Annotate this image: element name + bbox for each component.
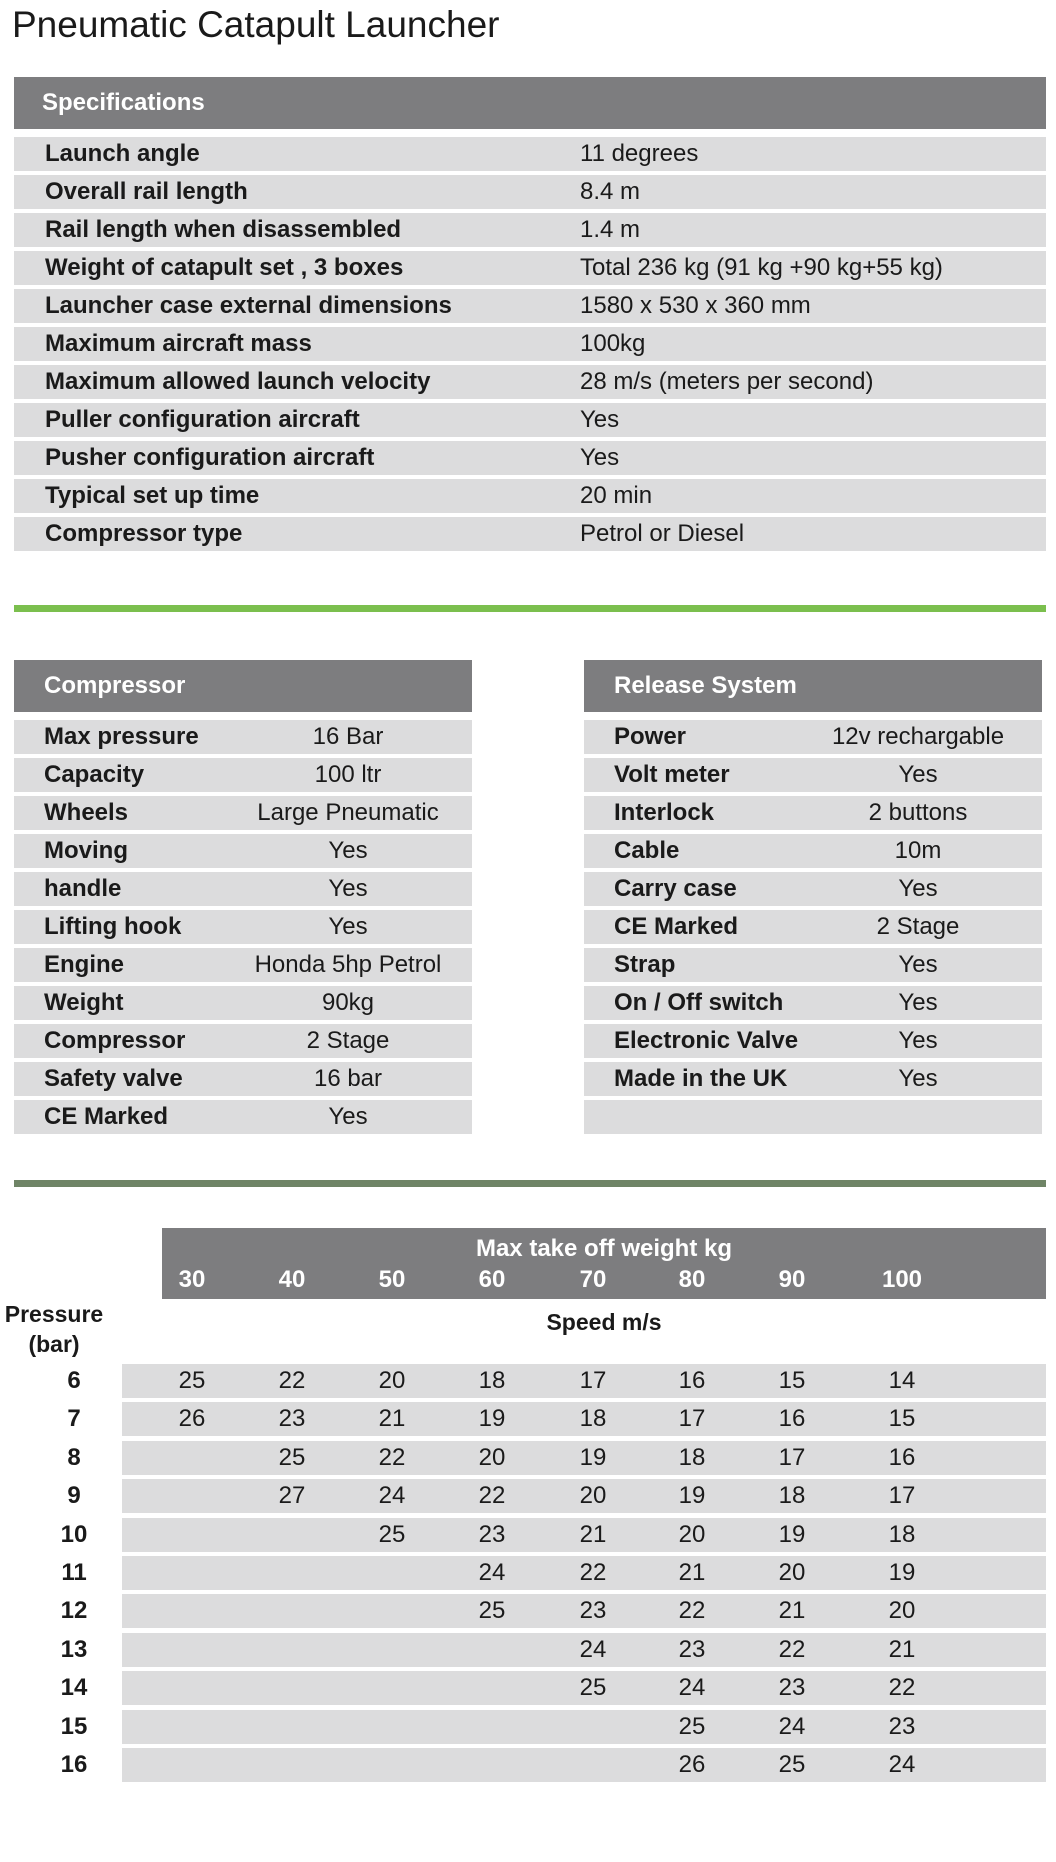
speed-cell: 17	[778, 1443, 806, 1471]
compressor-value: 100 ltr	[314, 761, 382, 788]
compressor-row	[14, 872, 472, 906]
compressor-value: Yes	[328, 837, 368, 864]
release-value: Yes	[898, 989, 938, 1016]
release-row	[584, 1062, 1042, 1096]
spec-label: Maximum allowed launch velocity	[45, 368, 431, 395]
release-value: Yes	[898, 875, 938, 902]
speed-cell: 18	[678, 1443, 706, 1471]
max-takeoff-weight-label: Max take off weight kg	[475, 1235, 733, 1262]
pressure-value: 11	[61, 1559, 87, 1586]
speed-cell: 23	[778, 1674, 806, 1702]
compressor-label: Weight	[44, 989, 124, 1016]
speed-cell: 26	[678, 1751, 706, 1778]
speed-row	[0, 1671, 1046, 1705]
speed-cell: 23	[579, 1597, 607, 1625]
compressor-value: 16 Bar	[312, 723, 384, 750]
compressor-value: Yes	[328, 1103, 368, 1130]
spec-label: Weight of catapult set , 3 boxes	[45, 254, 404, 281]
pressure-value: 8	[67, 1443, 81, 1471]
speed-row	[0, 1479, 1046, 1513]
speed-cell: 16	[678, 1367, 706, 1394]
compressor-value: Yes	[328, 875, 368, 902]
release-value: 12v rechargable	[831, 723, 1005, 750]
spec-value: Yes	[580, 444, 620, 471]
spec-row	[14, 479, 1046, 513]
compressor-row	[14, 720, 472, 754]
speed-cell: 22	[888, 1674, 916, 1702]
release-row	[584, 720, 1042, 754]
release-label: Strap	[614, 951, 676, 978]
speed-cell: 24	[579, 1635, 607, 1663]
speed-cell: 23	[678, 1635, 706, 1663]
speed-cell: 15	[888, 1405, 916, 1433]
speed-cell: 17	[579, 1367, 607, 1394]
spec-label: Compressor type	[45, 520, 243, 547]
release-label: Power	[614, 723, 687, 750]
speed-cell: 22	[778, 1635, 806, 1663]
pressure-value: 6	[67, 1367, 81, 1394]
weight-column-header: 80	[678, 1266, 706, 1293]
spec-value: Petrol or Diesel	[580, 520, 745, 547]
compressor-label: Safety valve	[44, 1065, 183, 1092]
compressor-header: Compressor	[14, 660, 472, 712]
speed-cell: 24	[678, 1674, 706, 1702]
release-value: 2 Stage	[876, 913, 960, 940]
pressure-value: 7	[67, 1405, 81, 1433]
compressor-value: Yes	[328, 913, 368, 940]
spec-row	[14, 441, 1046, 475]
weight-column-header: 60	[478, 1266, 506, 1293]
speed-cell: 22	[579, 1559, 607, 1586]
compressor-row	[14, 1062, 472, 1096]
section-divider	[14, 605, 1046, 612]
release-value: Yes	[898, 761, 938, 788]
release-label: Carry case	[614, 875, 737, 902]
speed-row	[0, 1518, 1046, 1552]
speed-cell: 18	[778, 1482, 806, 1510]
compressor-row	[14, 986, 472, 1020]
speed-cell: 25	[778, 1751, 806, 1778]
release-row	[584, 948, 1042, 982]
compressor-label: handle	[44, 875, 122, 902]
speed-cell: 20	[888, 1597, 916, 1625]
release-value: 10m	[894, 837, 942, 864]
release-label: Volt meter	[614, 761, 730, 788]
speed-cell: 14	[888, 1367, 916, 1394]
release-value: Yes	[898, 1065, 938, 1092]
speed-cell: 22	[678, 1597, 706, 1625]
spec-value: 28 m/s (meters per second)	[580, 368, 874, 395]
speed-row	[0, 1364, 1046, 1398]
pressure-value: 12	[60, 1597, 88, 1625]
speed-cell: 21	[888, 1635, 916, 1663]
speed-cell: 20	[478, 1443, 506, 1471]
speed-cell: 25	[178, 1367, 206, 1394]
spec-label: Maximum aircraft mass	[45, 330, 312, 357]
compressor-row	[14, 1100, 472, 1134]
spec-value: 20 min	[580, 482, 653, 509]
release-row	[584, 986, 1042, 1020]
spec-label: Overall rail length	[45, 178, 248, 205]
spec-row	[14, 213, 1046, 247]
weight-column-header: 30	[178, 1266, 206, 1293]
speed-cell: 21	[778, 1597, 806, 1625]
spec-value: 11 degrees	[580, 140, 699, 167]
compressor-label: Compressor	[44, 1027, 186, 1054]
speed-cell: 24	[778, 1712, 806, 1740]
compressor-value: 2 Stage	[306, 1027, 390, 1054]
weight-column-header: 100	[881, 1266, 923, 1293]
speed-cell: 20	[678, 1520, 706, 1548]
release-label: Cable	[614, 837, 680, 864]
release-system-table	[584, 660, 1042, 1138]
pressure-value: 10	[60, 1520, 88, 1548]
compressor-value: Honda 5hp Petrol	[254, 951, 442, 978]
speed-cell: 23	[478, 1520, 506, 1548]
compressor-row	[14, 1024, 472, 1058]
speed-row	[0, 1748, 1046, 1782]
compressor-row	[14, 796, 472, 830]
speed-cell: 21	[378, 1405, 406, 1433]
release-row	[584, 796, 1042, 830]
speed-row	[0, 1402, 1046, 1436]
compressor-label: Wheels	[44, 799, 129, 826]
speed-cell: 17	[888, 1482, 916, 1510]
spec-value: 1.4 m	[580, 216, 641, 243]
specifications-table	[14, 77, 1046, 555]
compressor-row	[14, 948, 472, 982]
release-label: Interlock	[614, 799, 715, 826]
speed-cell: 20	[778, 1559, 806, 1586]
release-row	[584, 758, 1042, 792]
compressor-label: Lifting hook	[44, 913, 182, 940]
spec-value: Total 236 kg (91 kg +90 kg+55 kg)	[580, 254, 943, 281]
spec-row	[14, 175, 1046, 209]
spec-label: Launcher case external dimensions	[45, 292, 452, 319]
speed-cell: 18	[478, 1367, 506, 1394]
spec-row	[14, 327, 1046, 361]
pressure-value: 16	[60, 1751, 88, 1778]
compressor-label: CE Marked	[44, 1103, 169, 1130]
speed-cell: 24	[888, 1751, 916, 1778]
speed-cell: 18	[579, 1405, 607, 1433]
speed-cell: 25	[678, 1712, 706, 1740]
speed-cell: 27	[278, 1482, 306, 1510]
pressure-label	[0, 1299, 108, 1359]
speed-cell: 24	[478, 1559, 506, 1586]
speed-cell: 19	[778, 1520, 806, 1548]
speed-row	[0, 1633, 1046, 1667]
specifications-header: Specifications	[14, 77, 1046, 129]
compressor-value: Large Pneumatic	[257, 799, 439, 826]
speed-cell: 19	[678, 1482, 706, 1510]
weight-column-header: 90	[778, 1266, 806, 1293]
speed-cell: 15	[778, 1367, 806, 1394]
speed-cell: 23	[278, 1405, 306, 1433]
spec-value: Yes	[580, 406, 620, 433]
release-value: 2 buttons	[868, 799, 968, 826]
pressure-value: 13	[60, 1635, 88, 1663]
compressor-row	[14, 758, 472, 792]
speed-label: Speed m/s	[546, 1309, 662, 1335]
compressor-label: Moving	[44, 837, 128, 864]
spec-row	[14, 403, 1046, 437]
release-label: On / Off switch	[614, 989, 784, 1016]
release-row	[584, 1100, 1042, 1134]
pressure-label-text: Pressure (bar)	[4, 1301, 104, 1357]
spec-label: Launch angle	[45, 140, 200, 167]
speed-cell: 20	[378, 1367, 406, 1394]
speed-cell: 21	[579, 1520, 607, 1548]
spec-row	[14, 251, 1046, 285]
spec-label: Rail length when disassembled	[45, 216, 402, 243]
spec-row	[14, 137, 1046, 171]
pressure-value: 9	[67, 1482, 81, 1510]
release-system-header: Release System	[584, 660, 1042, 712]
compressor-value: 16 bar	[313, 1065, 383, 1092]
speed-cell: 19	[478, 1405, 506, 1433]
compressor-label: Engine	[44, 951, 125, 978]
release-row	[584, 910, 1042, 944]
spec-value: 1580 x 530 x 360 mm	[580, 292, 811, 319]
pressure-value: 15	[60, 1712, 88, 1740]
speed-table-header	[162, 1228, 1046, 1299]
compressor-value: 90kg	[321, 989, 375, 1016]
speed-cell: 25	[378, 1520, 406, 1548]
page-title: Pneumatic Catapult Launcher	[12, 4, 500, 45]
spec-label: Puller configuration aircraft	[45, 406, 360, 433]
release-value: Yes	[898, 951, 938, 978]
speed-row	[0, 1441, 1046, 1475]
speed-cell: 23	[888, 1712, 916, 1740]
speed-cell: 22	[278, 1367, 306, 1394]
speed-table	[0, 1228, 1056, 1858]
weight-column-header: 40	[278, 1266, 306, 1293]
release-row	[584, 872, 1042, 906]
weight-column-header: 50	[378, 1266, 406, 1293]
speed-cell: 26	[178, 1405, 206, 1433]
release-label: Made in the UK	[614, 1065, 788, 1092]
speed-cell: 18	[888, 1520, 916, 1548]
speed-cell: 22	[378, 1443, 406, 1471]
spec-row	[14, 365, 1046, 399]
spec-label: Typical set up time	[45, 482, 260, 509]
weight-column-header: 70	[579, 1266, 607, 1293]
compressor-label: Capacity	[44, 761, 145, 788]
spec-row	[14, 517, 1046, 551]
speed-row	[0, 1710, 1046, 1744]
release-row	[584, 834, 1042, 868]
section-divider	[14, 1180, 1046, 1187]
compressor-label: Max pressure	[44, 723, 199, 750]
speed-row	[0, 1594, 1046, 1628]
compressor-row	[14, 834, 472, 868]
spec-row	[14, 289, 1046, 323]
speed-cell: 20	[579, 1482, 607, 1510]
speed-cell: 17	[678, 1405, 706, 1433]
spec-value: 8.4 m	[580, 178, 641, 205]
speed-cell: 21	[678, 1559, 706, 1586]
release-row	[584, 1024, 1042, 1058]
release-label: Electronic Valve	[614, 1027, 799, 1054]
speed-cell: 16	[888, 1443, 916, 1471]
speed-cell: 25	[278, 1443, 306, 1471]
speed-cell: 25	[579, 1674, 607, 1702]
speed-cell: 19	[888, 1559, 916, 1586]
speed-cell: 25	[478, 1597, 506, 1625]
spec-label: Pusher configuration aircraft	[45, 444, 375, 471]
pressure-value: 14	[60, 1674, 88, 1702]
release-label: CE Marked	[614, 913, 739, 940]
speed-cell: 22	[478, 1482, 506, 1510]
speed-cell: 16	[778, 1405, 806, 1433]
speed-row	[0, 1556, 1046, 1590]
compressor-table	[14, 660, 472, 1138]
speed-cell: 19	[579, 1443, 607, 1471]
spec-value: 100kg	[580, 330, 646, 357]
speed-cell: 24	[378, 1482, 406, 1510]
release-value: Yes	[898, 1027, 938, 1054]
compressor-row	[14, 910, 472, 944]
